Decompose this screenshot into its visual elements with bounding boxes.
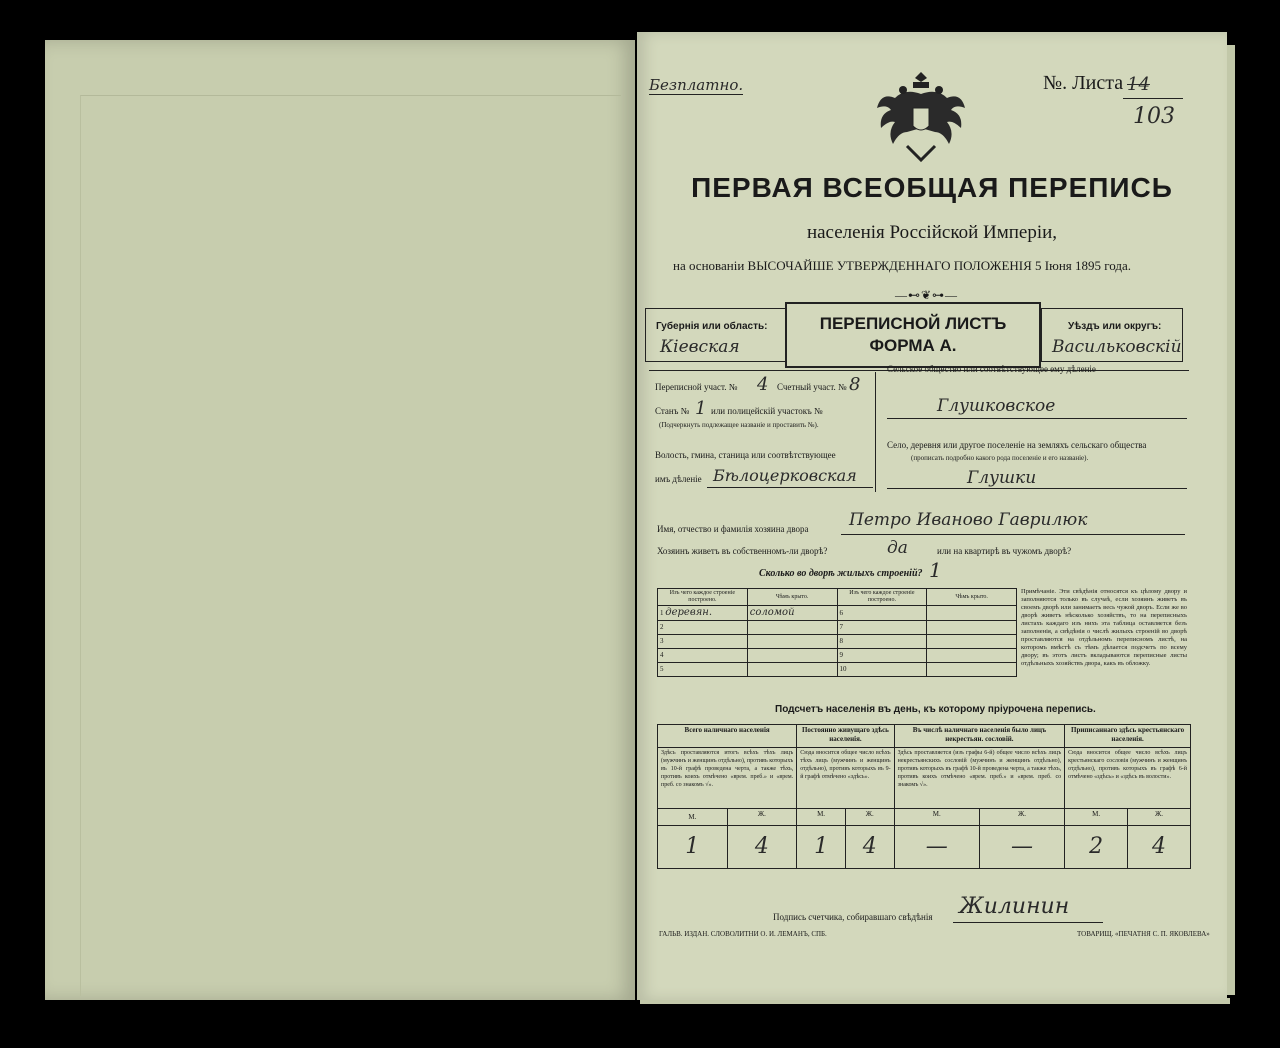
stan-label: Станъ №	[655, 406, 690, 416]
population-header-resident: Постоянно живущаго здѣсь населенія.	[797, 725, 894, 748]
lives-value: да	[887, 538, 908, 558]
buildings-col-material: Изъ чего каждое строеніе построено.	[658, 589, 748, 606]
stan-police-label: или полицейскій участокъ №	[711, 406, 823, 416]
province-label: Губернія или область:	[656, 321, 768, 332]
sheet-number-label: №. Листа	[1043, 72, 1124, 94]
county-value: Васильковскій	[1052, 337, 1182, 357]
buildings-header-row	[658, 589, 1017, 606]
legal-basis: на основаніи ВЫСОЧАЙШЕ УТВЕРЖДЕННАГО ПОЛОЖЕНІЯ 5 Іюня 1895 года.	[673, 258, 1132, 273]
owner-underline	[841, 534, 1185, 535]
left-page-faint-frame	[80, 95, 621, 996]
table-row: 2 7	[658, 621, 1017, 635]
population-values-row: 1 4 1 4 — — 2 4	[658, 826, 1191, 869]
double-headed-eagle-icon	[873, 68, 969, 164]
population-header-total: Всего наличнаго населенія	[658, 725, 797, 748]
population-header-nonpeasant: Въ числѣ наличнаго населенія было лицъ некрестьян. сословій.	[894, 725, 1065, 748]
province-value: Кіевская	[660, 337, 740, 357]
form-type-box	[785, 302, 1041, 368]
population-desc-row: Здѣсь проставляются итогъ всѣхъ тѣхъ лицъ (мужчинъ и женщинъ отдѣльно), противъ которыхъ въ 10-й графѣ проведена черта, а также тѣхъ, противъ коихъ отмѣчено «врем. преб.» и «врем. преб. со знакомъ √». Сюда вносится общее число всѣхъ тѣхъ лицъ (мужчинъ и женщинъ отдѣльно), противъ которыхъ въ 9-й графѣ отмѣчено «здѣсь». Здѣсь проставляется (изъ графы 6-й) общее число всѣхъ лицъ некрестьянскихъ сословій (мужчинъ и женщинъ отдѣльно), противъ которыхъ въ графѣ 10-й проведена черта, а также тѣхъ, противъ коихъ отмѣчено «врем. преб.» и «врем. преб. со знакомъ √». Сюда вносится общее число всѣхъ лицъ крестьянскаго сословія (мужчинъ и женщинъ отдѣльно), противъ которыхъ въ графѣ 6-й отмѣчено «здѣсь» и «здѣсь въ волости».	[658, 748, 1191, 809]
free-label: Безплатно.	[649, 76, 744, 94]
table-row: 1 деревян. соломой 6	[658, 606, 1017, 621]
owner-label: Имя, отчество и фамилія хозяина двора	[657, 524, 809, 534]
buildings-col-roof: Чѣмъ крыто.	[747, 589, 837, 606]
printer-right: ТОВАРИЩ. «ПЕЧАТНЯ С. П. ЯКОВЛЕВА»	[1077, 930, 1210, 938]
sheet-number-hand: 103	[1133, 104, 1175, 129]
volost-label-2: имъ дѣленіе	[655, 474, 702, 484]
sheet-number-crossed: 14	[1127, 74, 1150, 95]
signature-value: Жилинин	[959, 894, 1070, 919]
population-header-peasant: Приписаннаго здѣсь крестьянскаго населенія.	[1065, 725, 1191, 748]
fields-divider	[875, 372, 876, 492]
count-label: Счетный участ. №	[777, 382, 847, 392]
buildings-col-material-2: Изъ чего каждое строеніе построено.	[837, 589, 927, 606]
stan-value: 1	[695, 398, 707, 419]
lives-label: Хозяинъ живетъ въ собственномъ-ли дворѣ?	[657, 546, 828, 556]
signature-underline	[953, 922, 1103, 923]
volost-underline	[707, 487, 873, 488]
table-row: 5 10	[658, 663, 1017, 677]
county-label: Уѣздъ или округъ:	[1068, 321, 1162, 332]
buildings-table	[657, 588, 1017, 677]
district-label: Переписной участ. №	[655, 382, 738, 392]
population-table	[657, 724, 1191, 869]
society-value: Глушковское	[937, 396, 1056, 416]
province-box	[645, 308, 787, 362]
table-row: 4 9	[658, 649, 1017, 663]
owner-value: Петро Иваново Гаврилюк	[849, 510, 1088, 530]
buildings-label: Сколько во дворѣ жилыхъ строеній?	[759, 568, 923, 579]
stan-note: (Подчеркнуть подлежащее названіе и проставить №).	[659, 421, 819, 429]
printer-left: ГАЛЬВ. ИЗДАН. СЛОВОЛИТНИ О. И. ЛЕМАНЪ, СПБ.	[659, 930, 827, 938]
sheet-number-line	[1123, 98, 1183, 99]
census-form-page	[637, 32, 1227, 1000]
buildings-value: 1	[929, 558, 942, 582]
volost-label: Волость, гмина, станица или соотвѣтствующее	[655, 450, 836, 460]
form-title-line1: ПЕРЕПИСНОЙ ЛИСТЪ	[819, 314, 1007, 333]
table-row: 3 8	[658, 635, 1017, 649]
left-page-blank	[45, 40, 635, 1000]
population-title: Подсчетъ населенія въ день, къ которому пріурочена перепись.	[775, 704, 1096, 715]
lives-rest-label: или на квартирѣ въ чужомъ дворѣ?	[937, 546, 1072, 556]
signature-label: Подпись счетчика, собиравшаго свѣдѣнія	[773, 912, 933, 922]
society-label: Сельское общество или соотвѣтствующее ему дѣленіе	[887, 364, 1096, 374]
population-header-row	[658, 725, 1191, 748]
county-box	[1041, 308, 1183, 362]
village-value: Глушки	[967, 468, 1037, 488]
count-value: 8	[849, 374, 861, 395]
form-title-line2: ФОРМА А.	[869, 336, 957, 355]
row1-roof: соломой	[749, 607, 795, 618]
population-sex-row: М. Ж. М. Ж. М. Ж. М. Ж.	[658, 809, 1191, 826]
buildings-note: Примѣчаніе. Эти свѣдѣнія относятся къ цѣлому двору и заполняются только въ случаѣ, если хозяинъ живетъ въ своемъ дворѣ или занимаетъ весь чужой дворъ. Если же во дворѣ живетъ нѣсколько хозяйствъ, то на переписныхъ листахъ каждаго изъ нихъ эта таблица оставляется безъ заполненія, а свѣдѣнія о числѣ жилыхъ строеній во дворѣ проставляются на отдѣльномъ переписномъ листѣ, на которомъ вмѣстѣ съ тѣмъ дѣлается подсчетъ по всему двору; въ этотъ листъ вкладываются переписные листы отдѣльныхъ хозяйствъ двора, какъ въ обложку.	[1021, 588, 1187, 667]
society-underline	[887, 418, 1187, 419]
buildings-col-roof-2: Чѣмъ крыто.	[927, 589, 1017, 606]
page-subtitle: населенія Россійской Имперіи,	[806, 222, 1058, 243]
page-title: ПЕРВАЯ ВСЕОБЩАЯ ПЕРЕПИСЬ	[691, 172, 1173, 203]
village-underline	[887, 488, 1187, 489]
volost-value: Бѣлоцерковская	[713, 466, 857, 485]
ornament-divider: —⊷❦⊶—	[895, 288, 959, 302]
row1-material: деревян.	[665, 607, 713, 618]
village-label: Село, деревня или другое поселеніе на земляхъ сельскаго общества	[887, 440, 1147, 450]
district-value: 4	[757, 374, 769, 395]
village-note: (прописать подробно какого рода поселеніе и его названіе).	[911, 454, 1089, 462]
